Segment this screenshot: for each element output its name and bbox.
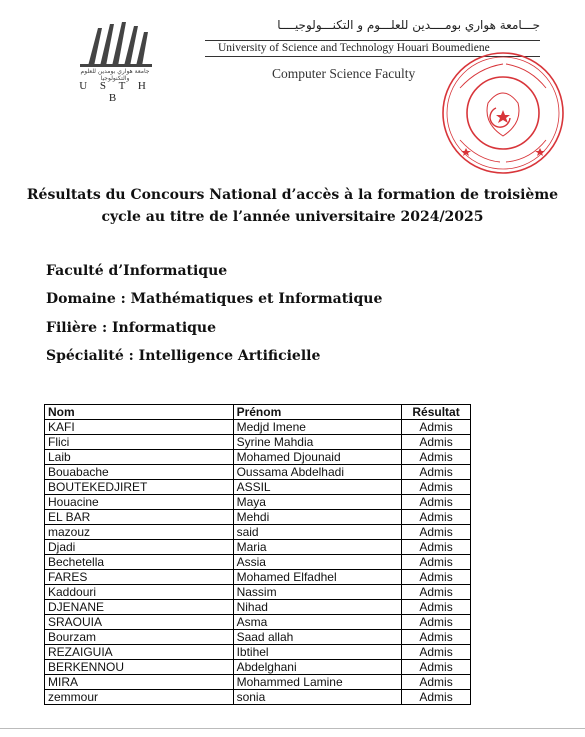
cell-resultat: Admis [402,555,471,570]
cell-nom: KAFI [45,420,234,435]
official-stamp-icon [438,48,568,178]
cell-resultat: Admis [402,480,471,495]
table-row [45,615,471,630]
table-body [45,420,471,705]
cell-prenom: Asma [233,615,401,630]
results-table [44,404,471,705]
cell-resultat: Admis [402,690,471,705]
table-row [45,525,471,540]
cell-resultat: Admis [402,465,471,480]
cell-prenom: Nassim [233,585,401,600]
cell-prenom: Assia [233,555,401,570]
cell-nom: BERKENNOU [45,660,234,675]
cell-resultat: Admis [402,510,471,525]
table-row [45,540,471,555]
cell-prenom: Syrine Mahdia [233,435,401,450]
table-row [45,450,471,465]
cell-prenom: Maria [233,540,401,555]
cell-prenom: Mehdi [233,510,401,525]
cell-nom: zemmour [45,690,234,705]
cell-prenom: Abdelghani [233,660,401,675]
faculty-name-english: Computer Science Faculty [272,66,416,81]
cell-prenom: Mohamed Elfadhel [233,570,401,585]
cell-prenom: ASSIL [233,480,401,495]
cell-resultat: Admis [402,420,471,435]
cell-resultat: Admis [402,645,471,660]
cell-prenom: Oussama Abdelhadi [233,465,401,480]
info-specialite: Spécialité : Intelligence Artificielle [46,348,321,364]
cell-nom: Kaddouri [45,585,234,600]
table-row [45,510,471,525]
cell-nom: Laib [45,450,234,465]
cell-resultat: Admis [402,630,471,645]
university-name-arabic: جـــامعة هواري بومــــدين للعلـــوم و التكنـــولوجيــــا [277,18,540,32]
cell-prenom: Ibtihel [233,645,401,660]
table-row [45,555,471,570]
cell-nom: DJENANE [45,600,234,615]
cell-resultat: Admis [402,495,471,510]
info-faculte: Faculté d’Informatique [46,263,228,279]
table-row [45,435,471,450]
column-header-nom: Nom [45,405,234,420]
cell-prenom: Nihad [233,600,401,615]
table-row [45,630,471,645]
info-filiere: Filière : Informatique [46,320,217,336]
cell-prenom: Medjd Imene [233,420,401,435]
title-line-1: Résultats du Concours National d’accès à la formation de troisième [26,187,559,203]
cell-nom: Houacine [45,495,234,510]
cell-resultat: Admis [402,435,471,450]
table-header-row [45,405,471,420]
table-row [45,465,471,480]
cell-nom: Bechetella [45,555,234,570]
table-row [45,420,471,435]
cell-resultat: Admis [402,540,471,555]
table-row [45,690,471,705]
university-name-english: University of Science and Technology Houari Boumediene [218,42,490,54]
cell-resultat: Admis [402,600,471,615]
cell-nom: BOUTEKEDJIRET [45,480,234,495]
cell-resultat: Admis [402,525,471,540]
page-bottom-rule [0,728,585,729]
cell-nom: Bouabache [45,465,234,480]
table-row [45,570,471,585]
table-row [45,480,471,495]
header-divider-top [205,40,540,41]
table-row [45,600,471,615]
info-domaine: Domaine : Mathématiques et Informatique [46,291,383,307]
cell-prenom: Mohammed Lamine [233,675,401,690]
cell-resultat: Admis [402,615,471,630]
cell-prenom: said [233,525,401,540]
table-row [45,675,471,690]
column-header-resultat: Résultat [402,405,471,420]
cell-prenom: Saad allah [233,630,401,645]
cell-nom: MIRA [45,675,234,690]
title-line-2: cycle au titre de l’année universitaire 2024/2025 [101,209,484,225]
document-title [20,184,565,228]
cell-resultat: Admis [402,585,471,600]
cell-nom: Bourzam [45,630,234,645]
cell-resultat: Admis [402,570,471,585]
cell-resultat: Admis [402,675,471,690]
logo-acronym: U S T H B [79,80,151,104]
cell-nom: Flici [45,435,234,450]
cell-nom: SRAOUIA [45,615,234,630]
cell-nom: EL BAR [45,510,234,525]
cell-prenom: sonia [233,690,401,705]
table-row [45,645,471,660]
cell-resultat: Admis [402,450,471,465]
table-row [45,585,471,600]
table-row [45,495,471,510]
cell-nom: Djadi [45,540,234,555]
cell-prenom: Maya [233,495,401,510]
cell-nom: FARES [45,570,234,585]
table-row [45,660,471,675]
logo-arabic-caption: جامعة هواري بومدين للعلوم والتكنولوجيا [80,68,150,82]
cell-prenom: Mohamed Djounaid [233,450,401,465]
cell-resultat: Admis [402,660,471,675]
cell-nom: mazouz [45,525,234,540]
cell-nom: REZAIGUIA [45,645,234,660]
column-header-prenom: Prénom [233,405,401,420]
